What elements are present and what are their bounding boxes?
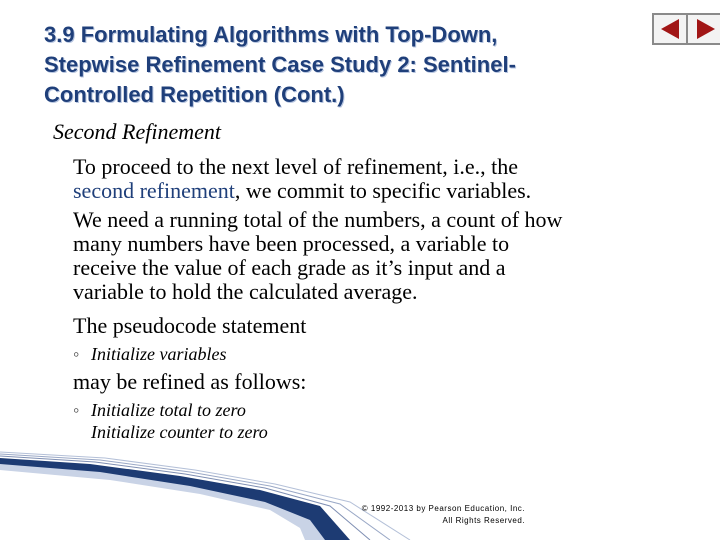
previous-slide-button[interactable]: [652, 13, 690, 45]
bullet-text: To proceed to the next level of refinement, i.e., the: [73, 154, 519, 179]
copyright-line: © 1992-2013 by Pearson Education, Inc.: [361, 504, 525, 513]
bullet-text: receive the value of each grade as it’s input and a: [73, 255, 506, 280]
slide-title: [44, 20, 644, 110]
bullet-item: [53, 314, 693, 338]
bullet-text: We need a running total of the numbers, a count of how: [73, 207, 563, 232]
sub-bullet-icon: ◦: [73, 344, 80, 364]
title-line: 3.9 Formulating Algorithms with Top-Down,: [44, 22, 498, 47]
copyright-notice: [320, 503, 525, 527]
bullet-text: many numbers have been processed, a variable to: [73, 231, 510, 256]
title-line: Controlled Repetition (Cont.): [44, 82, 345, 107]
bullet-item: [53, 155, 693, 203]
pseudocode-line: Initialize counter to zero: [91, 422, 268, 442]
bullet-item: [53, 370, 693, 394]
bullet-text: may be refined as follows:: [73, 369, 307, 394]
triangle-left-icon: [661, 19, 679, 39]
sub-bullet-item: [73, 343, 226, 365]
title-line: Stepwise Refinement Case Study 2: Sentinel-: [44, 52, 516, 77]
bullet-text: The pseudocode statement: [73, 313, 307, 338]
bullet-item: [53, 208, 693, 304]
bullet-text: variable to hold the calculated average.: [73, 279, 418, 304]
pseudocode-line: Initialize variables: [91, 344, 227, 364]
sub-bullet-icon: ◦: [73, 400, 80, 420]
section-subheading: Second Refinement: [53, 119, 221, 144]
next-slide-button[interactable]: [686, 13, 720, 45]
sub-bullet-item: [73, 399, 268, 443]
copyright-line: All Rights Reserved.: [442, 516, 525, 525]
bullet-text: , we commit to specific variables.: [234, 178, 532, 203]
triangle-right-icon: [697, 19, 715, 39]
pseudocode-line: Initialize total to zero: [91, 400, 246, 420]
highlighted-term: second refinement: [73, 178, 235, 203]
